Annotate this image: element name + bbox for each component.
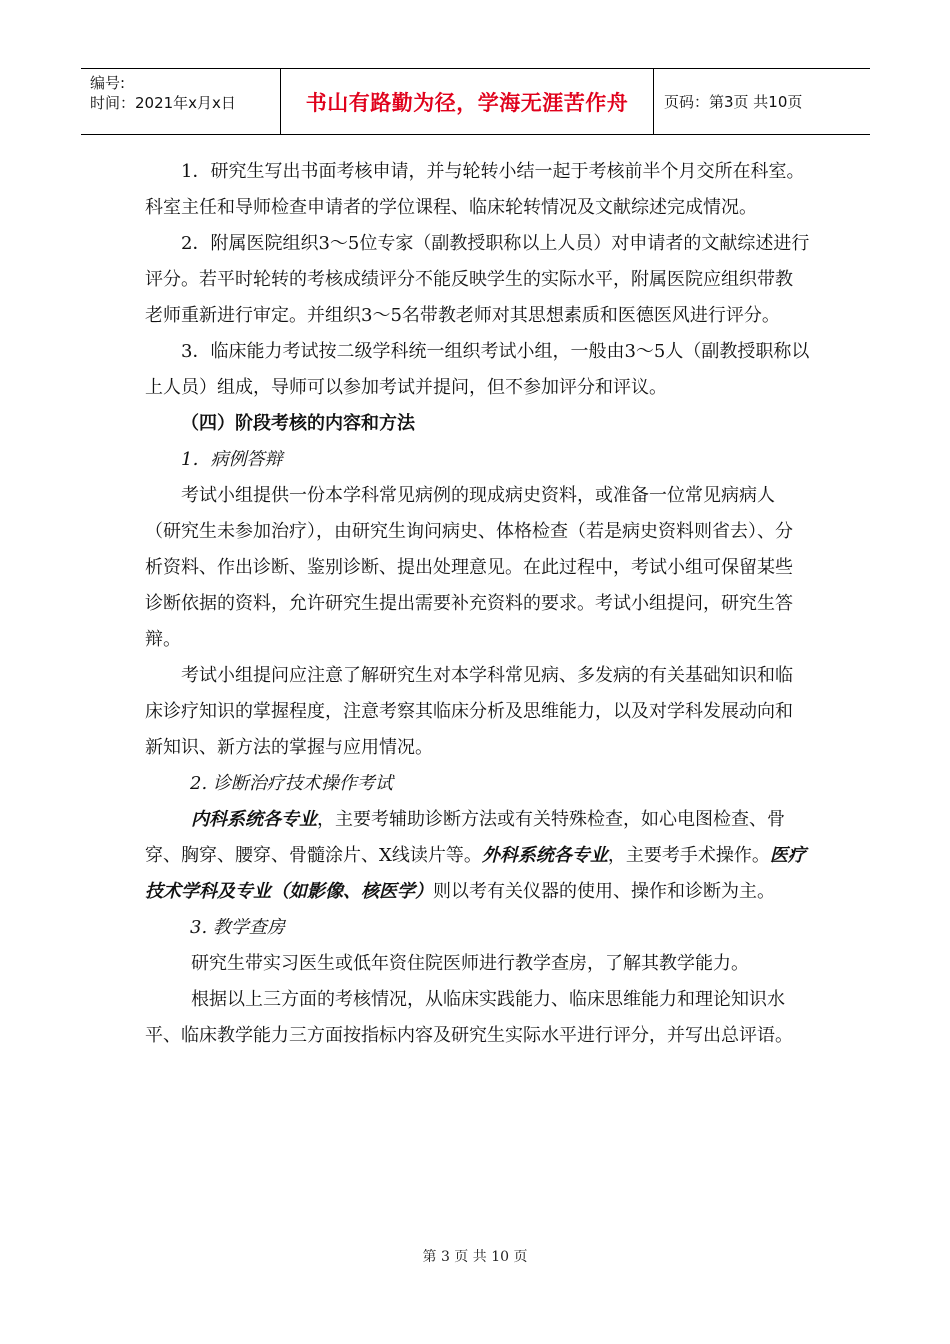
subheading-case-defense: 1．病例答辩 — [181, 449, 283, 470]
document-number-label: 编号: — [90, 74, 126, 92]
paragraph-3: 3．临床能力考试按二级学科统一组织考试小组，一般由3～5人（副教授职称以上人员）组成，导师可以参加考试并提问，但不参加评分和评议。 — [145, 341, 810, 398]
subheading-technique-exam: 2. 诊断治疗技术操作考试 — [190, 773, 393, 794]
document-body — [145, 154, 810, 1054]
paragraph-2: 2．附属医院组织3～5位专家（副教授职称以上人员）对申请者的文献综述进行评分。若平时轮转的考核成绩评分不能反映学生的实际水平，附属医院应组织带教老师重新进行审定。并组织3～5名带教老师对其思想素质和医德医风进行评分。 — [145, 233, 810, 326]
paragraph-4: 考试小组提供一份本学科常见病例的现成病史资料，或准备一位常见病病人（研究生未参加治疗），由研究生询问病史、体格检查（若是病史资料则省去）、分析资料、作出诊断、鉴别诊断、提出处理意见。在此过程中，考试小组可保留某些诊断依据的资料，允许研究生提出需要补充资料的要求。考试小组提问，研究生答辩。 — [145, 485, 793, 650]
section-heading: （四）阶段考核的内容和方法 — [181, 413, 415, 434]
paragraph-6-text-a: ，主要考辅助诊断方法或有关特殊检查，如心电图检查、骨穿、胸穿、腰穿、骨髓涂片、X线读片等。 — [145, 809, 785, 866]
document-date: 时间：2021年x月x日 — [90, 94, 236, 112]
paragraph-5: 考试小组提问应注意了解研究生对本学科常见病、多发病的有关基础知识和临床诊疗知识的掌握程度，注意考察其临床分析及思维能力，以及对学科发展动向和新知识、新方法的掌握与应用情况。 — [145, 665, 793, 758]
header-meta — [81, 69, 281, 134]
header-page-info: 页码：第3页 共10页 — [664, 93, 803, 111]
paragraph-6-text-b: ，主要考手术操作。 — [607, 845, 770, 866]
subheading-teaching-rounds: 3. 教学查房 — [190, 917, 285, 938]
emphasis-medical-tech: 医疗技术学科及专业（如影像、核医学） — [145, 845, 806, 902]
page-header — [81, 68, 870, 135]
paragraph-1: 1．研究生写出书面考核申请，并与轮转小结一起于考核前半个月交所在科室。科室主任和导师检查申请者的学位课程、临床轮转情况及文献综述完成情况。 — [145, 161, 805, 218]
emphasis-surgery: 外科系统各专业 — [481, 845, 608, 866]
paragraph-6-text-c: 则以考有关仪器的使用、操作和诊断为主。 — [433, 881, 775, 902]
page-footer: 第 3 页 共 10 页 — [422, 1249, 528, 1265]
paragraph-8: 根据以上三方面的考核情况，从临床实践能力、临床思维能力和理论知识水平、临床教学能力三方面按指标内容及研究生实际水平进行评分，并写出总评语。 — [145, 989, 793, 1046]
header-motto: 书山有路勤为径，学海无涯苦作舟 — [281, 69, 654, 134]
emphasis-internal-medicine: 内科系统各专业 — [191, 809, 317, 830]
paragraph-7: 研究生带实习医生或低年资住院医师进行教学查房，了解其教学能力。 — [191, 953, 749, 974]
paragraph-6 — [145, 802, 810, 910]
